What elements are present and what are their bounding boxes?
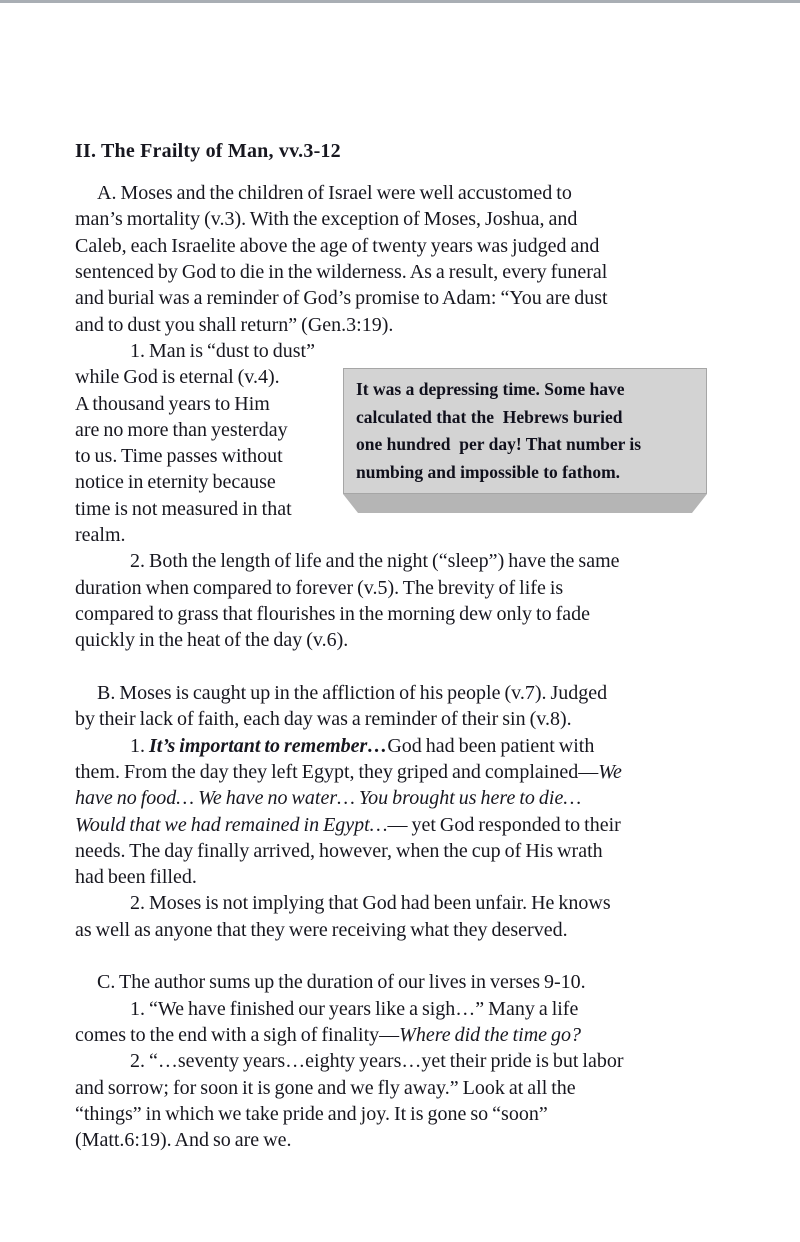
text-run: — yet God responded to their: [387, 813, 621, 836]
text-line: [75, 864, 775, 890]
text-line: [75, 206, 775, 232]
callout-box: [343, 368, 707, 494]
text-line: [75, 917, 775, 943]
text-line: [75, 1022, 775, 1048]
text-line: [75, 733, 775, 759]
text-run: C. The author sums up the duration of our lives in verses 9-10.: [97, 971, 586, 994]
text-run: while God is eternal (v.4).: [75, 366, 280, 389]
document-body: [75, 180, 775, 1154]
text-line: [75, 785, 775, 811]
text-run: realm.: [75, 524, 126, 547]
text-line: [75, 1048, 775, 1074]
text-run: duration when compared to forever (v.5). The brevity of life is: [75, 576, 564, 599]
callout-line: numbing and impossible to fathom.: [356, 462, 621, 483]
text-line: [75, 1127, 775, 1153]
text-line: [75, 812, 775, 838]
text-run: It’s important to remember…: [149, 734, 388, 757]
text-run: Caleb, each Israelite above the age of twenty years was judged and: [75, 234, 600, 257]
text-line: [75, 680, 775, 706]
text-line: [75, 233, 775, 259]
text-line: [75, 312, 775, 338]
text-run: to us. Time passes without: [75, 445, 283, 468]
text-run: We: [598, 760, 622, 783]
text-line: [75, 627, 775, 653]
text-line: [75, 996, 775, 1022]
text-run: compared to grass that flourishes in the morning dew only to fade: [75, 603, 590, 625]
text-line: [75, 522, 775, 548]
text-run: had been filled.: [75, 866, 197, 889]
text-run: are no more than yesterday: [75, 418, 288, 441]
text-run: by their lack of faith, each day was a reminder of their sin (v.8).: [75, 708, 572, 731]
text-run: 2. Both the length of life and the night (“sleep”) have the same: [130, 550, 620, 573]
text-run: quickly in the heat of the day (v.6).: [75, 629, 349, 652]
text-run: comes to the end with a sigh of finality—: [75, 1024, 400, 1046]
page-top-edge: [0, 0, 800, 3]
section-heading: II. The Frailty of Man, vv.3-12: [75, 140, 341, 162]
text-run: A thousand years to Him: [75, 392, 270, 415]
text-run: Would that we had remained in Egypt…: [75, 813, 388, 836]
callout-line: one hundred per day! That number is: [356, 434, 642, 455]
text-line: [75, 1101, 775, 1127]
text-run: time is not measured in that: [75, 497, 292, 520]
text-run: (Matt.6:19). And so are we.: [75, 1129, 292, 1152]
text-line: [75, 706, 775, 732]
text-line: [75, 943, 775, 969]
text-run: B. Moses is caught up in the affliction of his people (v.7). Judged: [97, 681, 608, 704]
text-run: 1.: [130, 734, 149, 757]
text-line: [75, 548, 775, 574]
text-run: have no food… We have no water… You brought us here to die…: [75, 787, 582, 810]
text-line: [75, 180, 775, 206]
text-run: 1. “We have finished our years like a sigh…” Many a life: [130, 997, 579, 1020]
text-run: God had been patient with: [387, 734, 595, 757]
text-line: [75, 575, 775, 601]
text-run: A. Moses and the children of Israel were well accustomed to: [97, 182, 572, 204]
text-line: [75, 969, 775, 995]
callout-line: It was a depressing time. Some have: [356, 379, 625, 399]
text-line: [75, 338, 775, 364]
text-run: and to dust you shall return” (Gen.3:19).: [75, 313, 394, 336]
text-line: [75, 601, 775, 627]
callout-line: calculated that the Hebrews buried: [356, 406, 623, 427]
text-run: as well as anyone that they were receiving what they deserved.: [75, 918, 568, 941]
text-line: [75, 259, 775, 285]
text-run: Where did the time go?: [399, 1024, 582, 1046]
text-run: 2. “…seventy years…eighty years…yet their pride is but labor: [130, 1050, 624, 1073]
text-run: them. From the day they left Egypt, they griped and complained—: [75, 760, 599, 783]
text-run: 1. Man is “dust to dust”: [130, 339, 315, 362]
text-run: 2. Moses is not implying that God had been unfair. He knows: [130, 892, 611, 915]
text-run: man’s mortality (v.3). With the exception of Moses, Joshua, and: [75, 208, 578, 231]
text-line: [75, 759, 775, 785]
text-run: and burial was a reminder of God’s promise to Adam: “You are dust: [75, 287, 608, 310]
text-line: [75, 838, 775, 864]
text-line: [75, 890, 775, 916]
callout-bevel: [343, 494, 707, 513]
text-run: notice in eternity because: [75, 471, 276, 494]
text-run: needs. The day finally arrived, however, when the cup of His wrath: [75, 839, 603, 862]
text-line: [75, 285, 775, 311]
text-line: [75, 654, 775, 680]
text-run: “things” in which we take pride and joy. It is gone so “soon”: [75, 1102, 548, 1125]
text-run: sentenced by God to die in the wilderness. As a result, every funeral: [75, 260, 608, 283]
text-run: and sorrow; for soon it is gone and we fly away.” Look at all the: [75, 1076, 576, 1099]
text-line: [75, 1075, 775, 1101]
